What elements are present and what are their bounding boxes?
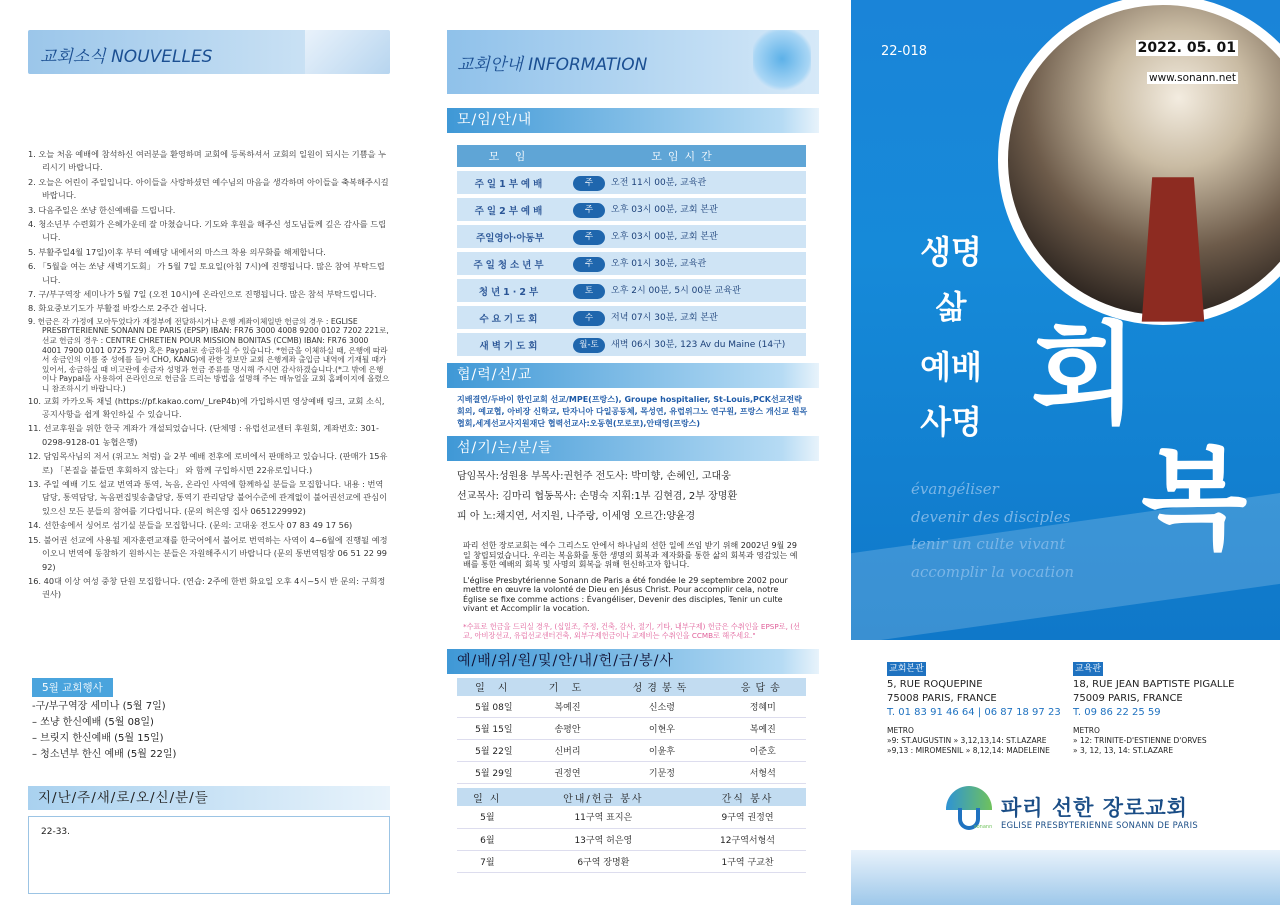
meeting-name: 주일영아·아동부 — [457, 225, 563, 248]
meeting-name: 새벽기도회 — [457, 333, 563, 356]
phone: T. 09 86 22 25 59 — [1073, 707, 1161, 718]
news-item: 4. 청소년부 수련회가 은혜가운데 잘 마쳤습니다. 기도와 후원을 해주신 성도님들께 깊은 감사를 드립니다. — [28, 219, 387, 243]
french-mottos — [911, 476, 1074, 586]
may-event-item: – 청소년부 한신 예배 (5월 22일) — [32, 749, 177, 760]
news-column — [28, 30, 390, 603]
meeting-time: 오전 11시 00분, 교육관 — [611, 177, 707, 188]
address-line: 75009 PARIS, FRANCE — [1073, 693, 1183, 704]
edu-address-label: 교육관 — [1075, 664, 1102, 674]
meeting-name: 주일2부예배 — [457, 198, 563, 221]
staff-line: 피 아 노:채지연, 서지원, 나주랑, 이세영 오르간:양윤경 — [457, 511, 696, 522]
service-col-guide: 안내/헌금 봉사 — [518, 788, 689, 806]
meeting-time-cell — [563, 333, 806, 356]
meeting-time: 오후 01시 30분, 교육관 — [611, 258, 707, 269]
may-event-item: – 쏘냥 한신예배 (5월 08일) — [32, 717, 154, 728]
news-item: 11. 선교후원을 위한 한국 계좌가 개설되었습니다. (단체명 : 유럽선교센터 후원회, 계좌번호: 301-0298-9128-01 농협은행) — [28, 423, 379, 447]
duty-cell: 5월 29일 — [457, 762, 531, 784]
vertical-word: 사명 — [920, 403, 982, 441]
duty-col-date: 일 시 — [457, 678, 531, 696]
news-item: 5. 부활주일4월 17일)이후 부터 예배당 내에서의 마스크 착용 의무화를 해제합니다. — [28, 246, 326, 257]
issue-date: 2022. 05. 01 — [1137, 40, 1236, 56]
staff-bar: 섬/기/는/분/들 — [447, 436, 819, 461]
day-badge: 주 — [573, 257, 605, 272]
cover-blue — [851, 0, 1280, 640]
offering-note: *수표로 헌금을 드리실 경우, (십일조, 주정, 건축, 감사, 절기, 기타, 내부구제) 헌금은 수취인을 EPSP로, (선교, 아비장선교, 유럽선교센터건축, 외부구제헌금이나 교제비는 수취인을 CCMB로 해주세요." — [463, 621, 800, 640]
service-cell: 13구역 허은영 — [518, 828, 689, 850]
staff-line: 담임목사:성원용 부목사:권헌주 전도사: 박미향, 손혜인, 고대웅 — [457, 471, 731, 482]
phone: T. 01 83 91 46 64 | 06 87 18 97 23 — [887, 707, 1061, 718]
meeting-name: 주일청소년부 — [457, 252, 563, 275]
meeting-time-cell — [563, 252, 806, 275]
newcomers-text: 22-33. — [41, 827, 71, 837]
meeting-time: 오후 03시 00분, 교회 본관 — [611, 204, 718, 215]
news-item: 2. 오늘은 어린이 주일입니다. 아이들을 사랑하셨던 예수님의 마음을 생각하며 아이들을 축복해주시길 바랍니다. — [28, 176, 389, 201]
news-item: 15. 불어권 선교에 사용될 제자훈련교재를 한국어에서 불어로 번역하는 사역이 4~6월에 진행될 예정이오니 번역에 동참하기 원하시는 분들은 자원해주시기 바랍니다 (문의 통번역팀장 06 51 22 99 92) — [28, 534, 388, 572]
vertical-word: 생명 — [920, 233, 982, 271]
meeting-name: 주일1부예배 — [457, 171, 563, 194]
address-line: 75008 PARIS, FRANCE — [887, 693, 997, 704]
may-events-title: 5월 교회행사 — [32, 678, 113, 697]
duty-cell: 5월 15일 — [457, 718, 531, 740]
duty-cell: 신버리 — [531, 740, 605, 762]
meetings-table — [457, 141, 806, 360]
table-row — [457, 279, 806, 302]
table-row — [457, 762, 806, 784]
motto-line: évangéliser — [911, 480, 999, 498]
service-col-snack: 간식 봉사 — [689, 788, 806, 806]
day-badge: 주 — [573, 230, 605, 245]
edu-address — [1073, 662, 1234, 756]
duty-cell: 권정연 — [531, 762, 605, 784]
intro-korean: 파리 선한 장로교회는 예수 그리스도 안에서 하나님의 선한 일에 쓰임 받기 위해 2002년 9월 29일 창립되었습니다. 우리는 복음화를 통한 생명의 회복과 제자화를 통한 삶의 회복과 영감있는 예배를 통한 예배의 회복 및 사명의 회복을 위해 헌신하고자 합니다. — [463, 541, 798, 569]
service-cell: 6구역 장명환 — [518, 850, 689, 872]
motto-line: tenir un culte vivant — [911, 535, 1066, 553]
duty-col-reading: 성경봉독 — [604, 678, 719, 696]
metro-line: »9,13 : MIROMESNIL » 8,12,14: MADELEINE — [887, 746, 1050, 755]
table-row — [457, 333, 806, 356]
duty-cell: 복예진 — [531, 696, 605, 718]
day-badge: 월-토 — [573, 338, 605, 353]
may-events — [32, 676, 392, 763]
table-row — [457, 225, 806, 248]
news-item: 14. 선한송에서 싱어로 섬기실 분들을 모집합니다. (문의: 고대웅 전도사 07 83 49 17 56) — [28, 520, 353, 531]
issue-number: 22-018 — [881, 44, 928, 59]
table-row — [457, 696, 806, 718]
newcomers-box — [28, 816, 390, 894]
duty-cell: 송평안 — [531, 718, 605, 740]
metro-label: METRO — [1073, 726, 1100, 735]
service-cell: 9구역 권정연 — [689, 806, 806, 828]
meeting-time-cell — [563, 225, 806, 248]
main-address — [887, 662, 1061, 756]
may-event-item: – 브릿지 한신예배 (5월 15일) — [32, 733, 164, 744]
may-event-item: -구/부구역장 세미나 (5월 7일) — [32, 701, 166, 712]
church-name-fr: EGLISE PRESBYTERIENNE SONANN DE PARIS — [1001, 820, 1198, 830]
duty-cell: 정혜미 — [720, 696, 806, 718]
big-char: 회 — [1031, 311, 1138, 439]
vertical-word: 삶 — [935, 288, 967, 326]
metro-label: METRO — [887, 726, 914, 735]
table-row — [457, 306, 806, 329]
day-badge: 토 — [573, 284, 605, 299]
service-cell: 12구역서형석 — [689, 828, 806, 850]
photo-aisle — [1142, 177, 1205, 321]
news-item: 8. 화요중보기도가 부활절 바캉스로 2주간 쉽니다. — [28, 303, 207, 314]
big-char: 복 — [1141, 436, 1248, 564]
book-icon — [305, 30, 390, 74]
table-row — [457, 828, 806, 850]
info-header — [447, 30, 819, 94]
table-row — [457, 806, 806, 828]
duty-col-response: 응답송 — [720, 678, 806, 696]
duty-cell: 이현우 — [604, 718, 719, 740]
news-item: 13. 주일 예배 기도 설교 번역과 통역, 녹음, 온라인 사역에 함께하실 분들을 모집합니다. 내용 : 번역담당, 통역담당, 녹음편집및송출담당, 통역기 관리담당 불어수준에 관계없이 불어권선교에 관심이 있으신 모든 분들의 참여를 기다립니다. (문의 허은영 집사 0651229992) — [28, 479, 387, 516]
service-table — [457, 788, 806, 873]
duty-cell: 복예진 — [720, 718, 806, 740]
mission-text: 지배결연/두바이 한인교회 선교/MPE(프랑스), Groupe hospitalier, St-Louis,PCK선교전략회의, 예교협, 아비장 신학교, 탄자니아 다일공동체, 목성연, 유럽위그노 연구원, 프랑스 개신교 원목협회,세계선교사지원재단 협력선교사:오동현(모로코),안태영(프랑스) — [457, 395, 808, 428]
meeting-time: 오후 03시 00분, 교회 본관 — [611, 231, 718, 242]
duty-cell: 기문정 — [604, 762, 719, 784]
motto-line: devenir des disciples — [911, 507, 1071, 526]
service-cell: 1구역 구교찬 — [689, 850, 806, 872]
table-row — [457, 740, 806, 762]
newcomers-section — [28, 786, 390, 894]
day-badge: 주 — [573, 176, 605, 191]
may-events-list — [32, 699, 392, 763]
info-title: 교회안내 INFORMATION — [457, 55, 648, 75]
meeting-time-cell — [563, 306, 806, 329]
news-item: 1. 오늘 처음 예배에 참석하신 여러분을 환영하며 교회에 등록하셔서 교회의 일원이 되시는 기쁨을 누리시기 바랍니다. — [28, 149, 387, 173]
table-row — [457, 252, 806, 275]
table-row — [457, 171, 806, 194]
newcomers-title: 지/난/주/새/로/오/신/분/들 — [28, 786, 390, 810]
duty-cell: 이준호 — [720, 740, 806, 762]
news-item: 10. 교회 카카오톡 채널 (https://pf.kakao.com/_LreP4b)에 가입하시면 영상예배 링크, 교회 소식, 공지사항을 쉽게 확인하실 수 있습니다. — [28, 395, 385, 420]
news-list — [28, 148, 390, 602]
day-badge: 수 — [573, 311, 605, 326]
cover-panel — [851, 0, 1280, 905]
duty-bar: 예/배/위/원/및/안/내/헌/금/봉/사 — [447, 649, 819, 674]
news-item: 16. 40대 이상 여성 중창 단원 모집합니다. (연습: 2주에 한번 화요일 오후 4시~5시 반 문의: 구희정 권사) — [28, 575, 386, 600]
duty-cell: 이윤후 — [604, 740, 719, 762]
meeting-time: 저녁 07시 30분, 교회 본관 — [611, 312, 718, 323]
staff-line: 선교목사: 김마리 협동목사: 손명숙 지휘:1부 김현겸, 2부 장명환 — [457, 491, 738, 502]
table-row — [457, 718, 806, 740]
logo-text: sonann — [974, 824, 993, 830]
address-line: 5, RUE ROQUEPINE — [887, 679, 983, 690]
motto-line: accomplir la vocation — [911, 562, 1075, 581]
meeting-name: 수요기도회 — [457, 306, 563, 329]
meetings-col-time: 모임시간 — [563, 145, 806, 167]
meeting-time-cell — [563, 198, 806, 221]
staff-list — [447, 461, 819, 533]
news-item: 3. 다음주일은 쏘냥 한신예배를 드립니다. — [28, 204, 176, 215]
table-row — [457, 198, 806, 221]
day-badge: 주 — [573, 203, 605, 218]
vertical-word: 예배 — [920, 348, 982, 386]
rose-icon — [753, 30, 811, 94]
news-header — [28, 30, 390, 74]
bottom-gradient — [851, 850, 1280, 905]
meeting-time: 오후 2시 00분, 5시 00분 교육관 — [611, 285, 741, 296]
meeting-time-cell — [563, 171, 806, 194]
duty-cell: 5월 22일 — [457, 740, 531, 762]
service-cell: 6월 — [457, 828, 518, 850]
news-item: 6. 「5월을 여는 쏘냥 새벽기도회」 가 5월 7일 토요일(아침 7시)에 진행됩니다. 많은 참여 부탁드립니다. — [28, 261, 385, 285]
info-column — [447, 30, 819, 873]
metro-line: »9: ST.AUGUSTIN » 3,12,13,14: ST.LAZARE — [887, 736, 1047, 745]
service-cell: 7월 — [457, 850, 518, 872]
metro-line: » 3, 12, 13, 14: ST.LAZARE — [1073, 746, 1174, 755]
service-cell: 5월 — [457, 806, 518, 828]
church-name-ko: 파리 선한 장로교회 — [1001, 796, 1188, 820]
duty-col-prayer: 기 도 — [531, 678, 605, 696]
duty-cell: 서형석 — [720, 762, 806, 784]
meeting-time-cell — [563, 279, 806, 302]
address-line: 18, RUE JEAN BAPTISTE PIGALLE — [1073, 679, 1235, 690]
meetings-bar: 모/임/안/내 — [447, 108, 819, 133]
church-logo-icon — [946, 786, 992, 832]
intro-french: L'église Presbytérienne Sonann de Paris a été fondée le 29 septembre 2002 pour mettre en œuvre la volonté de Dieu en Jésus Christ. Pour accomplir cela, notre Église se fixe comme actions : Évangéliser, Devenir des disciples, Tenir un culte vivant et Accomplir la vocation. — [463, 575, 788, 613]
meetings-col-name: 모 임 — [457, 145, 563, 167]
meeting-time: 새벽 06시 30분, 123 Av du Maine (14구) — [611, 339, 786, 350]
duty-cell: 신소령 — [604, 696, 719, 718]
duty-table — [457, 678, 806, 785]
table-row — [457, 850, 806, 872]
duty-cell: 5월 08일 — [457, 696, 531, 718]
main-address-label: 교회본관 — [889, 664, 924, 674]
news-item: 12. 담임목사님의 저서 (위고노 처럼) 을 2부 예배 전후에 로비에서 판매하고 있습니다. (판매가 15유로) 「본질을 붙들면 후회하지 않는다」 와 함께 구입하시면 22유로입니다.) — [28, 451, 388, 475]
website-link[interactable]: www.sonann.net — [1149, 72, 1236, 84]
mission-bar: 협/력/선/교 — [447, 363, 819, 388]
metro-line: » 12: TRINITE-D'ESTIENNE D'ORVES — [1073, 736, 1207, 745]
news-title: 교회소식 NOUVELLES — [40, 47, 213, 67]
news-item: 7. 구/부구역장 세미나가 5월 7일 (오전 10시)에 온라인으로 진행됩니다. 많은 참석 부탁드립니다. — [28, 289, 377, 300]
service-cell: 11구역 표지은 — [518, 806, 689, 828]
news-item: 9. 헌금은 각 가정에 모아두었다가 재정부에 전달하시거나 은행 계좌이체일반 헌금의 경우 : EGLISE PRESBYTERIENNE SONANN DE PARIS (EPSP) IBAN: FR76 3000 4008 9200 0102 7202 221로, 선교 헌금의 경우 : CENTRE CHRETIEN POUR MISSION BONITAS (CCMB) IBAN: FR76 3000 4001 7900 0101 0725 729) 혹은 Paypal로 송금하실 수 있습니다. *헌금을 이체하실 때, 은행에 따라서 송금인의 이름 중 성에를 들어 CHO, KANG)에 관한 정보만 교회 은행계좌 출입금 내역에 기재될 때가 있어서, 송금하실 때 비고란에 송금자 성명과 헌금 종류를 명시해 주시면 감사하겠습니다.(*그 밖에 은행이나 Paypal을 사용하여 온라인으로 헌금을 드리는 방법을 설명해 주는 매뉴얼을 교회 홈페이지에 올렸으니 참조하시기 바랍니다.) — [28, 316, 390, 394]
meeting-name: 청년1·2부 — [457, 279, 563, 302]
service-col-date: 일 시 — [457, 788, 518, 806]
